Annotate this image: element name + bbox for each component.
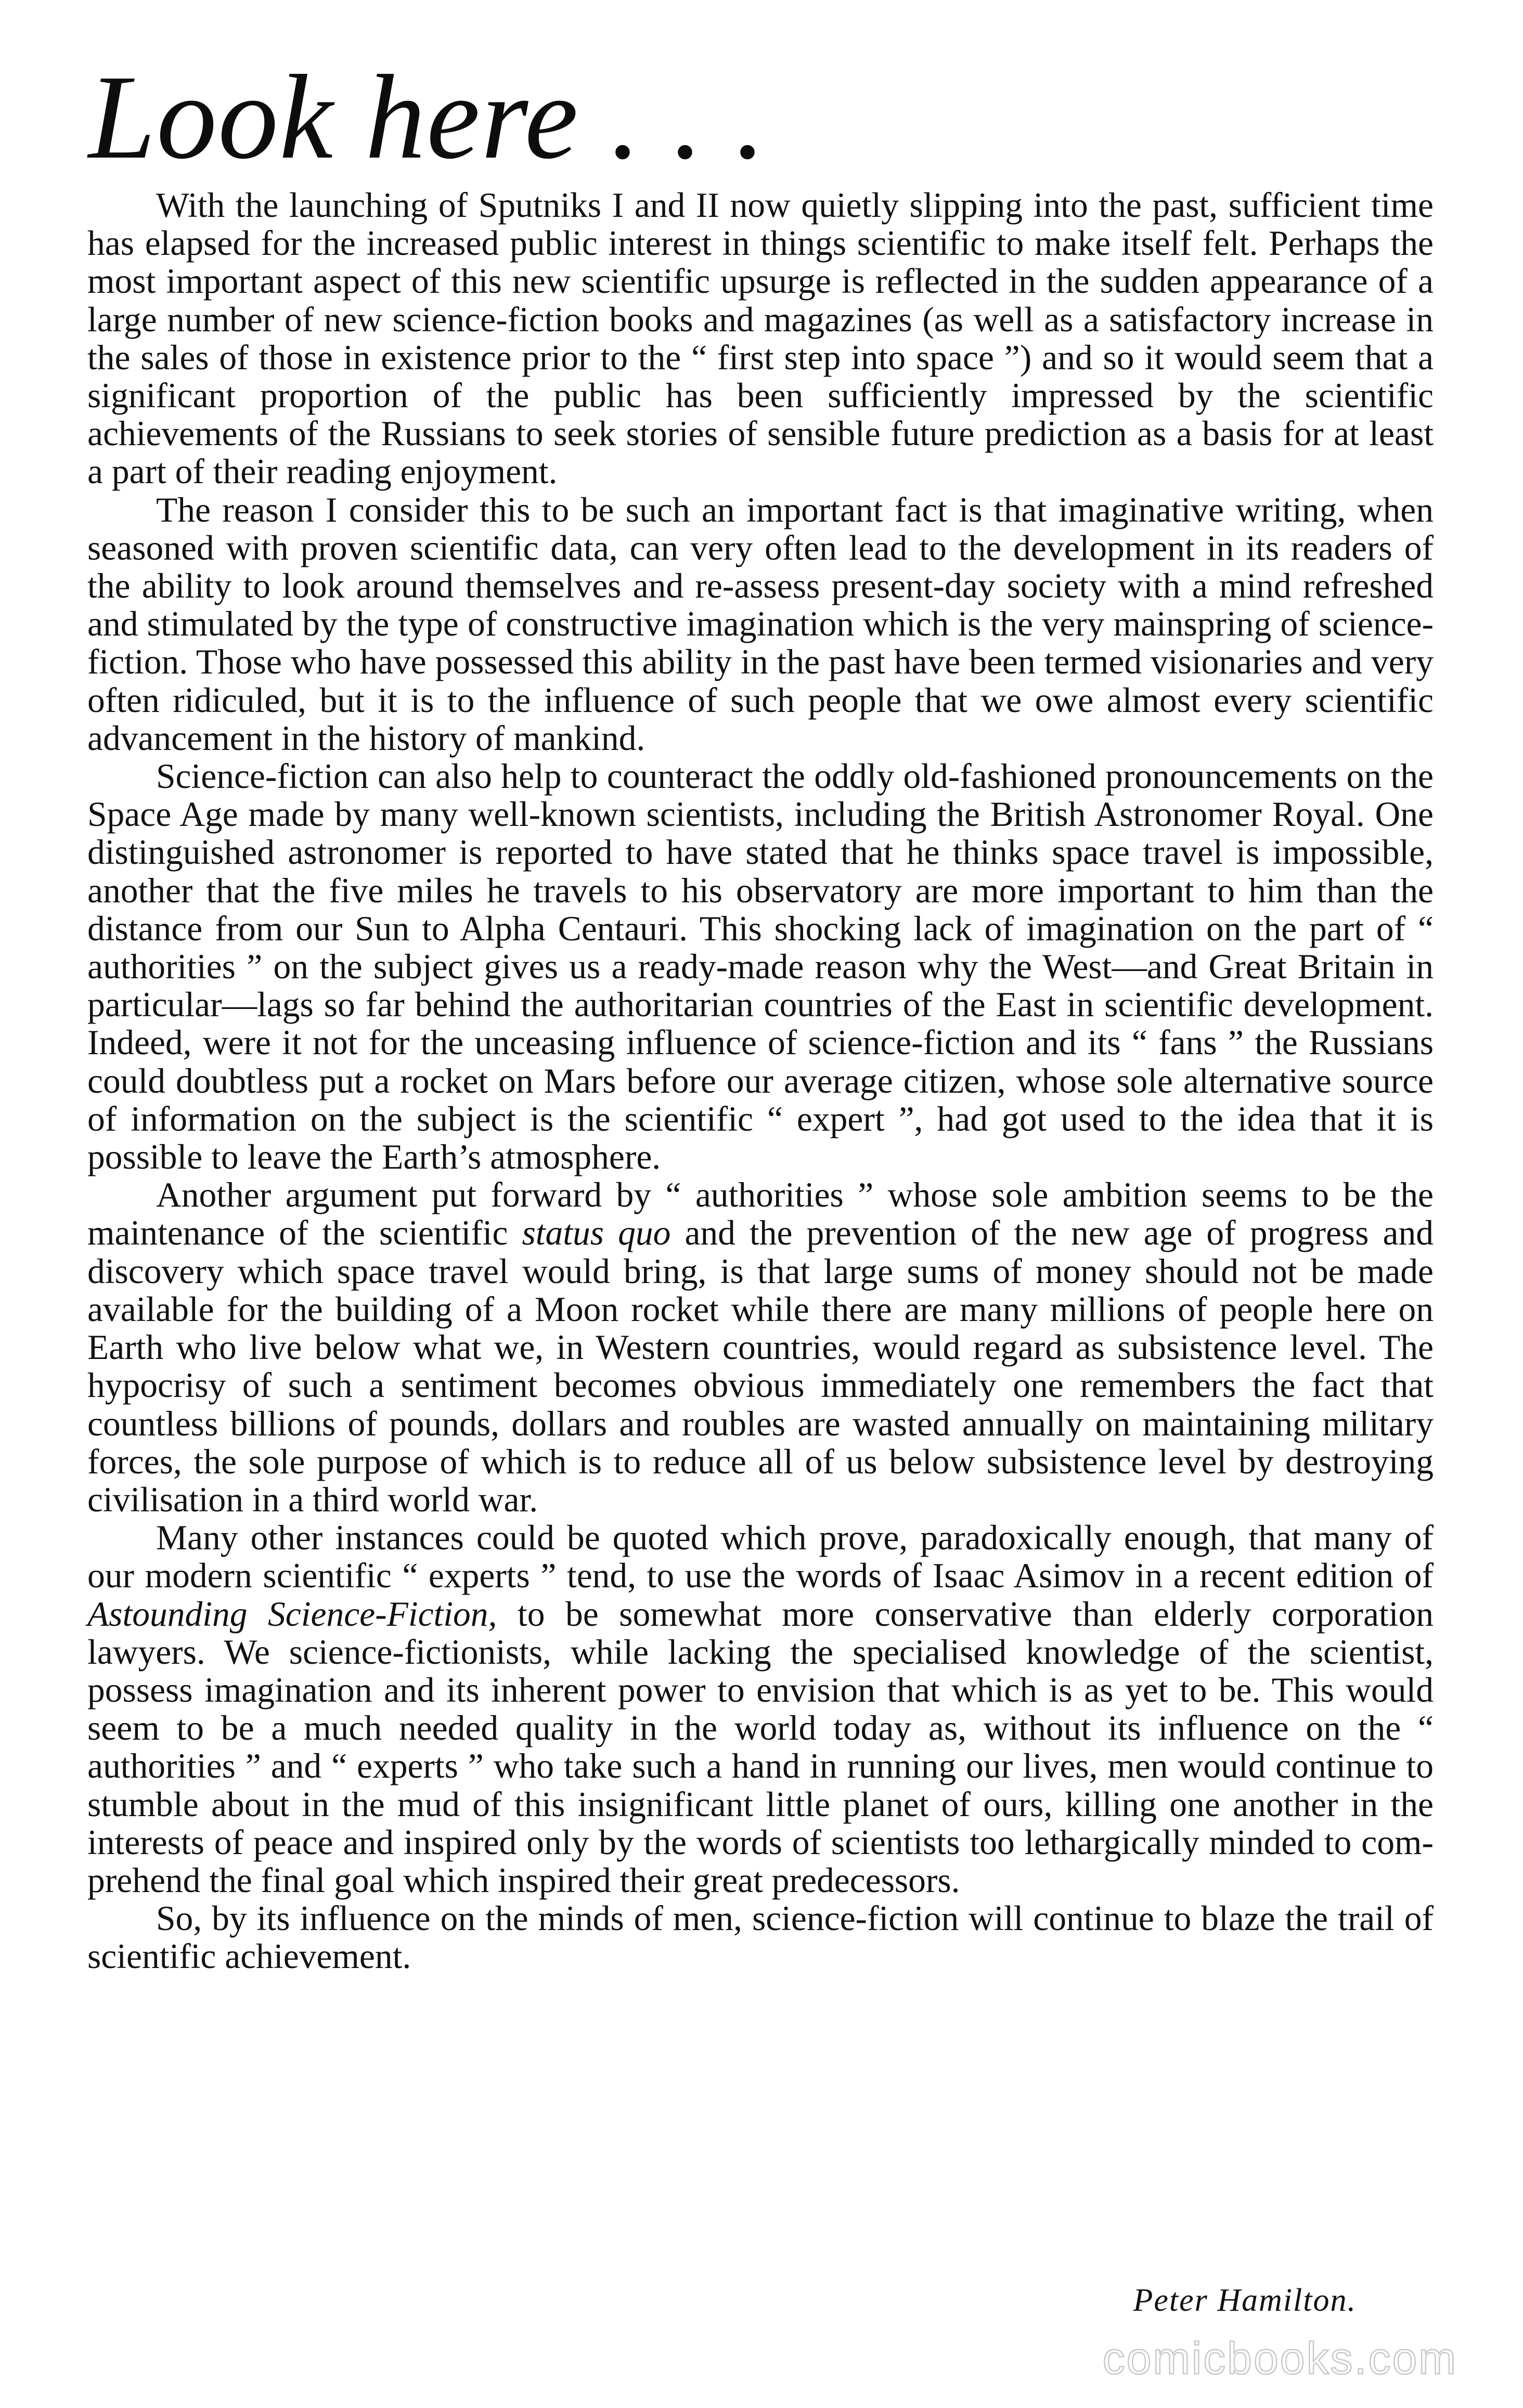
article-title: Look here . . .: [88, 50, 767, 184]
paragraph-moon-rocket-end: and the prevention of the new age of progress and discovery which space travel would bring, is that large sums of money should not be made available for the building of a Moon rocket while there are many millions of people here on Earth who live below what we, in Western countries, would regard as subsistence level. The hypocrisy of such a sentiment becomes obvious immediately one remembers the fact that countless billions of pounds, dollars and roubles are wasted annually on maintaining military forces, the sole purpose of which is to reduce all of us below subsistence level by destroying civilisation in a third world war.: [87, 1213, 1434, 1519]
paragraph-sputniks: With the launching of Sputniks I and II now quietly slipping into the past, sufficient time has elapsed for the increased public interest in things scientific to make itself felt. Perhaps the most important aspect of this new scientific upsurge is reflected in the sudden appearance of a large number of new science-fiction books and magazines (as well as a satisfactory increase in the sales of those in existence prior to the “ first step into space ”) and so it would seem that a significant proportion of the public has been sufficiently impressed by the scientific achievements of the Russians to seek stories of sensible future prediction as a basis for at least a part of their reading enjoyment.: [87, 186, 1434, 491]
paragraph-experts-end: to be somewhat more conservative than elderly corporation lawyers. We science-fictionists, while lacking the specialised knowledge of the scientist, possess imagination and its inherent power to envision that which is as yet to be. This would seem to be a much needed quality in the world today as, without its influence on the “ authorities ” and “ experts ” who take such a hand in running our lives, men would continue to stumble about in the mud of this insignificant little planet of ours, killing one another in the interests of peace and inspired only by the words of scientists too lethargically minded to comprehend the final goal which inspired their great predecessors.: [87, 1594, 1434, 1900]
paragraph-experts: [87, 1519, 1434, 1899]
paragraph-moon-rocket-start: Another argument put forward by “ authorities ” whose sole ambition seems to be the maintenance of the scientific: [87, 1175, 1434, 1253]
author-signature: Peter Hamilton.: [1133, 2283, 1357, 2318]
paragraph-experts-start: Many other instances could be quoted which prove, paradoxically enough, that many of our modern scientific “ experts ” tend, to use the words of Isaac Asimov in a recent edition of: [87, 1518, 1434, 1596]
paragraph-space-age: Science-fiction can also help to counteract the oddly old-fashioned pronouncements on the Space Age made by many well-known scientists, including the British Astronomer Royal. One distinguished astronomer is reported to have stated that he thinks space travel is impossible, another that the five miles he travels to his observatory are more important to him than the distance from our Sun to Alpha Centauri. This shocking lack of imagination on the part of “ authorities ” on the subject gives us a ready-made reason why the West—and Great Britain in particular—lags so far behind the authoritarian countries of the East in scientific development. Indeed, were it not for the unceasing influence of science-fiction and its “ fans ” the Russians could doubtless put a rocket on Mars before our average citizen, whose sole alternative source of information on the subject is the scientific “ expert ”, had got used to the idea that it is possible to leave the Earth’s atmosphere.: [87, 757, 1434, 1177]
article-body: [87, 186, 1434, 1976]
paragraph-conclusion: So, by its influence on the minds of men, science-fiction will continue to blaze the trail of scientific achievement.: [87, 1899, 1434, 1976]
site-watermark: comicbooks.com: [1102, 2334, 1457, 2384]
paragraph-imaginative-writing: The reason I consider this to be such an important fact is that imaginative writing, when seasoned with proven scientific data, can very often lead to the development in its readers of the ability to look around themselves and re-assess present-day society with a mind refreshed and stimulated by the type of constructive imagination which is the very mainspring of science-fiction. Those who have possessed this ability in the past have been termed visionaries and very often ridiculed, but it is to the influence of such people that we owe almost every scientific advancement in the history of mankind.: [87, 490, 1434, 758]
paragraph-moon-rocket: [87, 1176, 1434, 1519]
status-quo-phrase: status quo: [522, 1213, 671, 1253]
magazine-title-reference: Astounding Science-Fiction,: [87, 1594, 497, 1634]
